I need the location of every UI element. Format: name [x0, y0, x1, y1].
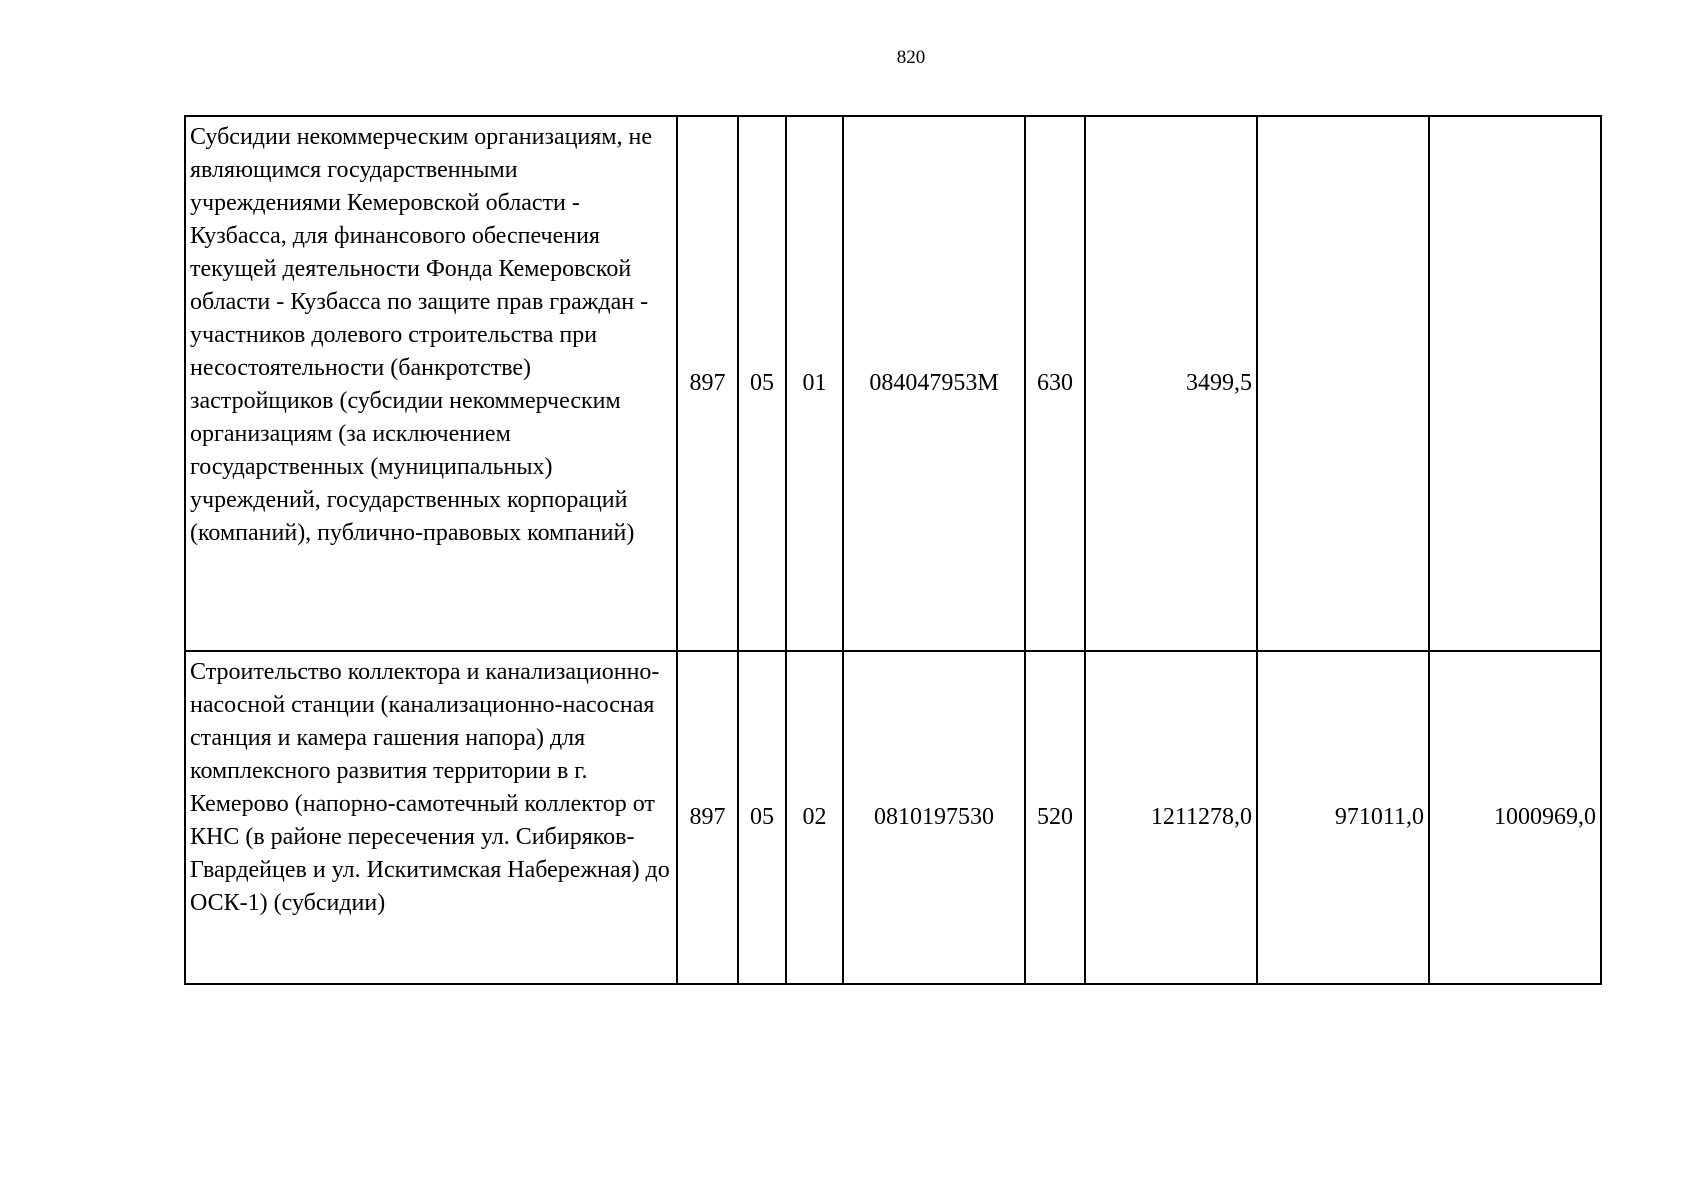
section-code-cell: 05 [738, 651, 786, 984]
row-name-cell: Строительство коллектора и канализационно-насосной станции (канализационно-насосная станция и камера гашения напора) для комплексного развития территории в г. Кемерово (напорно-самотечный коллектор от КНС (в районе пересечения ул. Сибиряков-Гвардейцев и ул. Искитимская Набережная) до ОСК-1) (субсидии) [185, 651, 677, 984]
table-row [185, 116, 1601, 651]
page-number: 820 [896, 47, 926, 68]
expense-type-cell: 630 [1025, 116, 1085, 651]
row-name-cell: Субсидии некоммерческим организациям, не являющимся государственными учреждениями Кемеровской области - Кузбасса, для финансового обеспечения текущей деятельности Фонда Кемеровской области - Кузбасса по защите прав граждан - участников долевого строительства при несостоятельности (банкротстве) застройщиков (субсидии некоммерческим организациям (за исключением государственных (муниципальных) учреждений, государственных корпораций (компаний), публично-правовых компаний) [185, 116, 677, 651]
ministry-code-cell: 897 [677, 651, 738, 984]
budget-table [184, 115, 1602, 985]
target-article-cell: 084047953М [843, 116, 1025, 651]
amount-cell [1257, 116, 1429, 651]
amount-cell: 971011,0 [1257, 651, 1429, 984]
amount-cell [1429, 116, 1601, 651]
target-article-cell: 0810197530 [843, 651, 1025, 984]
section-code-cell: 05 [738, 116, 786, 651]
amount-cell: 1000969,0 [1429, 651, 1601, 984]
table-row [185, 651, 1601, 984]
subsection-code-cell: 01 [786, 116, 843, 651]
subsection-code-cell: 02 [786, 651, 843, 984]
amount-cell: 1211278,0 [1085, 651, 1257, 984]
expense-type-cell: 520 [1025, 651, 1085, 984]
amount-cell: 3499,5 [1085, 116, 1257, 651]
ministry-code-cell: 897 [677, 116, 738, 651]
